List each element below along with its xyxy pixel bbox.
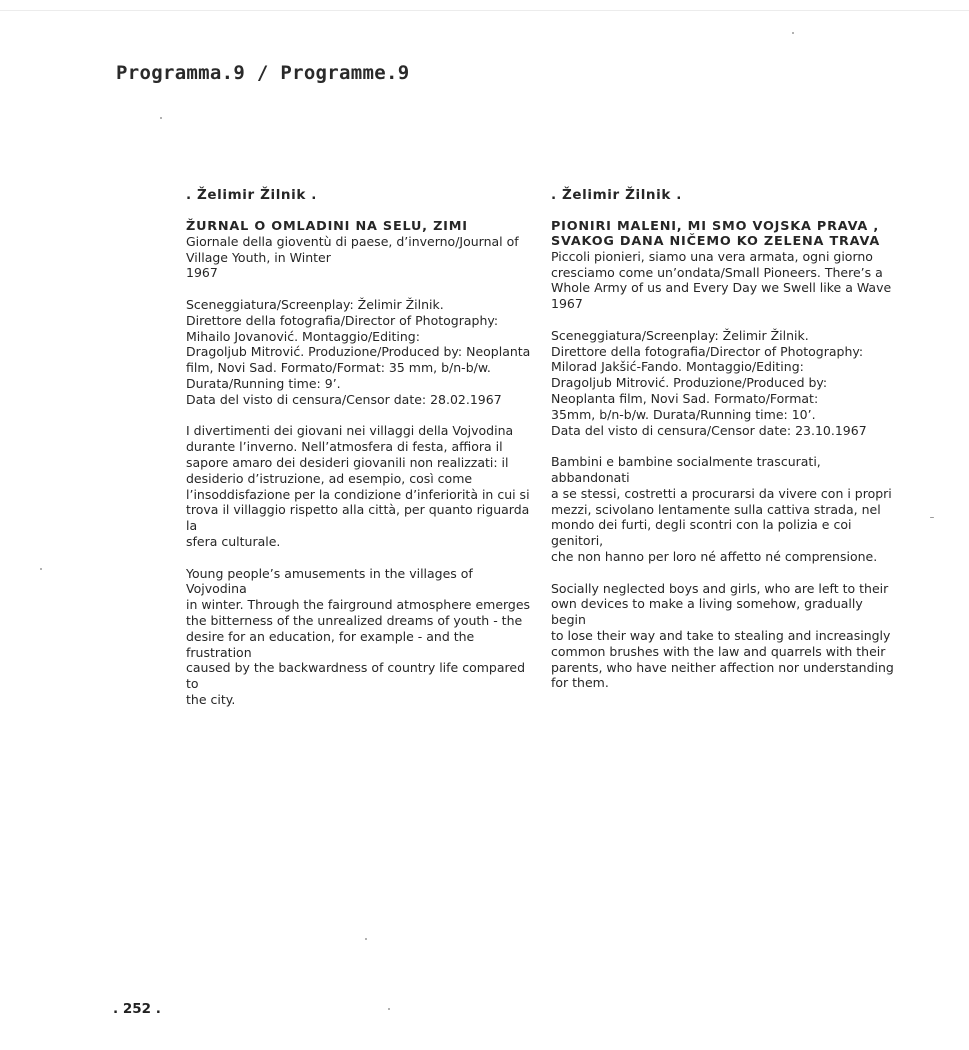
film-title: PIONIRI MALENI, MI SMO VOJSKA PRAVA , SVAKOG DANA NIČEMO KO ZELENA TRAVA (551, 218, 881, 249)
scan-speck (388, 1008, 390, 1010)
scan-speck (365, 938, 367, 940)
film-description-italian: I divertimenti dei giovani nei villaggi della Vojvodina durante l’inverno. Nell’atmosfera di festa, affiora il sapore amaro dei desideri giovanili non realizzati: il desiderio d’istruzione, ad esempio, così come l’insoddisfazione per la condizione d’inferiorità in cui si trova il villaggio rispetto alla città, per quanto riguarda la sfera culturale. (186, 423, 530, 549)
film-subtitle: Piccoli pionieri, siamo una vera armata, ogni giorno cresciamo come un’ondata/Small Pioneers. There’s a Whole Army of us and Every Day we Swell like a Wave (551, 248, 892, 296)
film-year: 1967 (551, 296, 583, 312)
film-entry-left (186, 188, 531, 724)
scan-speck (930, 517, 934, 518)
page-number: . 252 . (113, 1001, 161, 1017)
scan-speck (792, 32, 794, 34)
film-credits: Sceneggiatura/Screenplay: Želimir Žilnik. Direttore della fotografia/Director of Photography: Milorad Jakšić-Fando. Montaggio/Editing: Dragoljub Mitrović. Produzione/Produced by: Neoplanta film, Novi Sad. Formato/Format: 35mm, b/n-b/w. Durata/Running time: 10’. Data del visto di censura/Censor date: 23.10.1967 (551, 327, 867, 438)
page-title: Programma.9 / Programme.9 (116, 62, 410, 84)
film-director: . Želimir Žilnik . (186, 187, 317, 203)
film-description-english: Socially neglected boys and girls, who are left to their own devices to make a living somehow, gradually begin to lose their way and take to stealing and increasingly common brushes with the law and quarrels with their parents, who have neither affection nor understanding for them. (551, 580, 894, 691)
film-entry-right (551, 188, 901, 707)
film-credits: Sceneggiatura/Screenplay: Želimir Žilnik. Direttore della fotografia/Director of Photography: Mihailo Jovanović. Montaggio/Editing: Dragoljub Mitrović. Produzione/Produced by: Neoplanta film, Novi Sad. Formato/Format: 35 mm, b/n-b/w. Durata/Running time: 9’. Data del visto di censura/Censor date: 28.02.1967 (186, 296, 531, 407)
top-rule (0, 10, 969, 11)
film-subtitle: Giornale della gioventù di paese, d’inverno/Journal of Village Youth, in Winter (186, 233, 519, 265)
film-description-italian: Bambini e bambine socialmente trascurati, abbandonati a se stessi, costretti a procurarsi da vivere con i propri mezzi, scivolano lentamente sulla cattiva strada, nel mondo dei furti, degli scontri con la polizia e coi genitori, che non hanno per loro né affetto né comprensione. (551, 454, 892, 564)
film-director: . Želimir Žilnik . (551, 187, 682, 203)
film-year: 1967 (186, 265, 218, 281)
scan-speck (160, 117, 162, 119)
film-title: ŽURNAL O OMLADINI NA SELU, ZIMI (186, 218, 468, 234)
scan-speck (40, 568, 42, 570)
film-description-english: Young people’s amusements in the villages of Vojvodina in winter. Through the fairground atmosphere emerges the bitterness of the unrealized dreams of youth - the desire for an education, for example - and the frustration caused by the backwardness of country life compared to the city. (186, 565, 531, 707)
